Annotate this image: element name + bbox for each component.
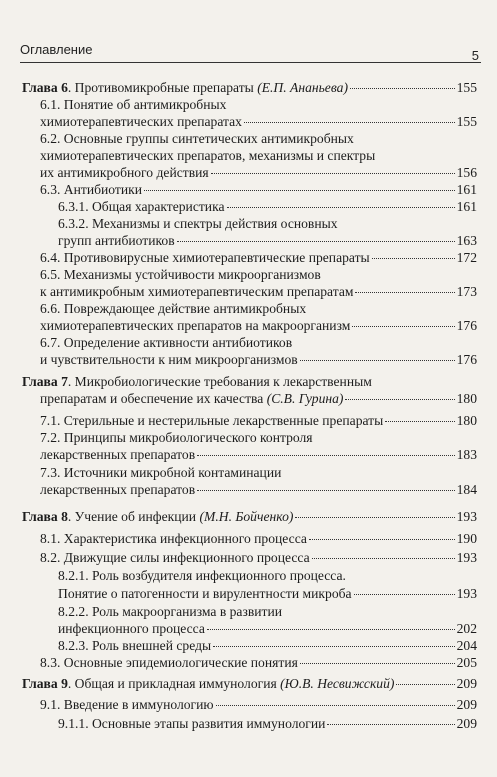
toc-section-text: 6.2. Основные группы синтетических антимикробных — [40, 131, 354, 146]
dot-leader — [197, 455, 454, 456]
chapter-title: . Общая и прикладная иммунология — [67, 676, 277, 691]
toc-section-6-3-2[interactable] — [58, 233, 477, 249]
dot-leader — [207, 629, 455, 630]
section-title: групп антибиотиков — [58, 233, 175, 248]
dot-leader — [227, 207, 455, 208]
toc-section-6-6[interactable] — [40, 318, 477, 334]
toc-section-8-2-2[interactable] — [58, 621, 477, 637]
dot-leader — [350, 88, 455, 89]
toc-chapter-text — [22, 374, 372, 390]
page-ref: 180 — [456, 413, 477, 428]
section-title: 8.1. Характеристика инфекционного процесса — [40, 531, 307, 546]
toc-section-6-2[interactable] — [40, 165, 477, 181]
toc-section-text: 6.6. Повреждающее действие антимикробных — [40, 301, 307, 316]
page-ref: 180 — [456, 391, 477, 406]
page-ref: 161 — [456, 182, 477, 197]
dot-leader — [244, 122, 455, 123]
dot-leader — [300, 360, 455, 361]
toc-section-text: 6.5. Механизмы устойчивости микроорганизмов — [40, 267, 321, 282]
dot-leader — [345, 399, 454, 400]
dot-leader — [295, 517, 454, 518]
toc-section-8-2-3[interactable] — [58, 638, 477, 654]
dot-leader — [177, 241, 455, 242]
page-number: 5 — [471, 48, 479, 63]
page-ref: 209 — [456, 697, 477, 712]
page-ref: 190 — [456, 531, 477, 546]
section-title: лекарственных препаратов — [40, 482, 196, 497]
dot-leader — [354, 594, 455, 595]
page-ref: 193 — [456, 509, 477, 524]
toc-chapter-8[interactable] — [22, 509, 477, 525]
page-ref: 176 — [456, 318, 477, 333]
toc-section-text: 6.1. Понятие об антимикробных — [40, 97, 227, 112]
chapter-label: Глава 9 — [22, 676, 68, 691]
page-ref: 155 — [456, 80, 477, 95]
section-title: 8.3. Основные эпидемиологические понятия — [40, 655, 298, 670]
dot-leader — [144, 190, 455, 191]
section-title: 7.1. Стерильные и нестерильные лекарственные препараты — [40, 413, 384, 428]
page-ref: 184 — [456, 482, 477, 497]
toc-section-8-1[interactable] — [40, 531, 477, 547]
dot-leader — [211, 173, 455, 174]
section-title: Понятие о патогенности и вирулентности микроба — [58, 586, 352, 601]
chapter-title: . Микробиологические требования к лекарственным — [67, 374, 372, 389]
dot-leader — [309, 539, 455, 540]
page-ref: 176 — [456, 352, 477, 367]
running-title: Оглавление — [20, 42, 93, 57]
toc-section-text: 8.2.1. Роль возбудителя инфекционного процесса. — [58, 568, 346, 583]
chapter-label: Глава 7 — [22, 374, 68, 389]
chapter-author: (Ю.В. Несвижский) — [280, 676, 395, 691]
dot-leader — [327, 724, 454, 725]
toc-chapter-7[interactable] — [40, 391, 477, 407]
toc-section-6-1[interactable] — [40, 114, 477, 130]
section-title: 8.2. Движущие силы инфекционного процесса — [40, 550, 310, 565]
toc-section-8-2-1[interactable] — [58, 586, 477, 602]
dot-leader — [216, 705, 455, 706]
section-title: 6.4. Противовирусные химиотерапевтические препараты — [40, 250, 370, 265]
page-ref: 209 — [456, 716, 477, 731]
section-title: 6.3. Антибиотики — [40, 182, 142, 197]
chapter-label: Глава 8 — [22, 509, 68, 524]
section-title: их антимикробного действия — [40, 165, 209, 180]
toc-section-7-2[interactable] — [40, 447, 477, 463]
page-ref: 155 — [456, 114, 477, 129]
dot-leader — [372, 258, 455, 259]
page-ref: 156 — [456, 165, 477, 180]
toc-section-text: 6.7. Определение активности антибиотиков — [40, 335, 293, 350]
chapter-title: . Противомикробные препараты — [67, 80, 254, 95]
page-ref: 172 — [456, 250, 477, 265]
toc-section-8-3[interactable] — [40, 655, 477, 671]
dot-leader — [197, 490, 454, 491]
toc-section-7-1[interactable] — [40, 413, 477, 429]
toc-section-7-3[interactable] — [40, 482, 477, 498]
toc-section-text: 8.2.2. Роль макроорганизма в развитии — [58, 604, 283, 619]
toc-section-6-3[interactable] — [40, 182, 477, 198]
page-ref: 163 — [456, 233, 477, 248]
section-title: 9.1. Введение в иммунологию — [40, 697, 214, 712]
toc-section-text: 6.3.2. Механизмы и спектры действия основных — [58, 216, 338, 231]
dot-leader — [352, 326, 454, 327]
toc-chapter-6[interactable] — [22, 80, 477, 96]
section-title: химиотерапевтических препаратов на макроорганизм — [40, 318, 351, 333]
chapter-author: (Е.П. Ананьева) — [257, 80, 348, 95]
section-title: 9.1.1. Основные этапы развития иммунологии — [58, 716, 326, 731]
dot-leader — [385, 421, 454, 422]
section-title: химиотерапевтических препаратах — [40, 114, 242, 129]
toc-section-6-5[interactable] — [40, 284, 477, 300]
section-title: и чувствительности к ним микроорганизмов — [40, 352, 298, 367]
dot-leader — [396, 684, 454, 685]
toc-section-9-1[interactable] — [40, 697, 477, 713]
page-ref: 183 — [456, 447, 477, 462]
toc-section-6-3-1[interactable] — [58, 199, 477, 215]
chapter-title: . Учение об инфекции — [67, 509, 197, 524]
toc-section-6-7[interactable] — [40, 352, 477, 368]
page-ref: 193 — [456, 550, 477, 565]
chapter-title: препаратам и обеспечение их качества — [40, 391, 264, 406]
page-ref: 204 — [456, 638, 477, 653]
toc-section-text: 7.3. Источники микробной контаминации — [40, 465, 282, 480]
toc-section-6-4[interactable] — [40, 250, 477, 266]
section-title: 8.2.3. Роль внешней среды — [58, 638, 212, 653]
section-title: лекарственных препаратов — [40, 447, 196, 462]
page-ref: 161 — [456, 199, 477, 214]
page-ref: 173 — [456, 284, 477, 299]
dot-leader — [300, 663, 455, 664]
dot-leader — [312, 558, 455, 559]
chapter-label: Глава 6 — [22, 80, 68, 95]
dot-leader — [355, 292, 454, 293]
toc-chapter-9[interactable] — [22, 676, 477, 692]
section-title: 6.3.1. Общая характеристика — [58, 199, 225, 214]
running-header — [20, 38, 481, 63]
page-ref: 193 — [456, 586, 477, 601]
dot-leader — [213, 646, 454, 647]
page-ref: 202 — [456, 621, 477, 636]
toc-section-text: химиотерапевтических препаратов, механизмы и спектры — [40, 148, 376, 163]
page-ref: 205 — [456, 655, 477, 670]
toc-section-8-2[interactable] — [40, 550, 477, 566]
chapter-author: (С.В. Гурина) — [266, 391, 344, 406]
toc-section-text: 7.2. Принципы микробиологического контроля — [40, 430, 313, 445]
chapter-author: (М.Н. Бойченко) — [199, 509, 294, 524]
section-title: инфекционного процесса — [58, 621, 205, 636]
page-ref: 209 — [456, 676, 477, 691]
section-title: к антимикробным химиотерапевтическим препаратам — [40, 284, 354, 299]
toc-section-9-1-1[interactable] — [58, 716, 477, 732]
